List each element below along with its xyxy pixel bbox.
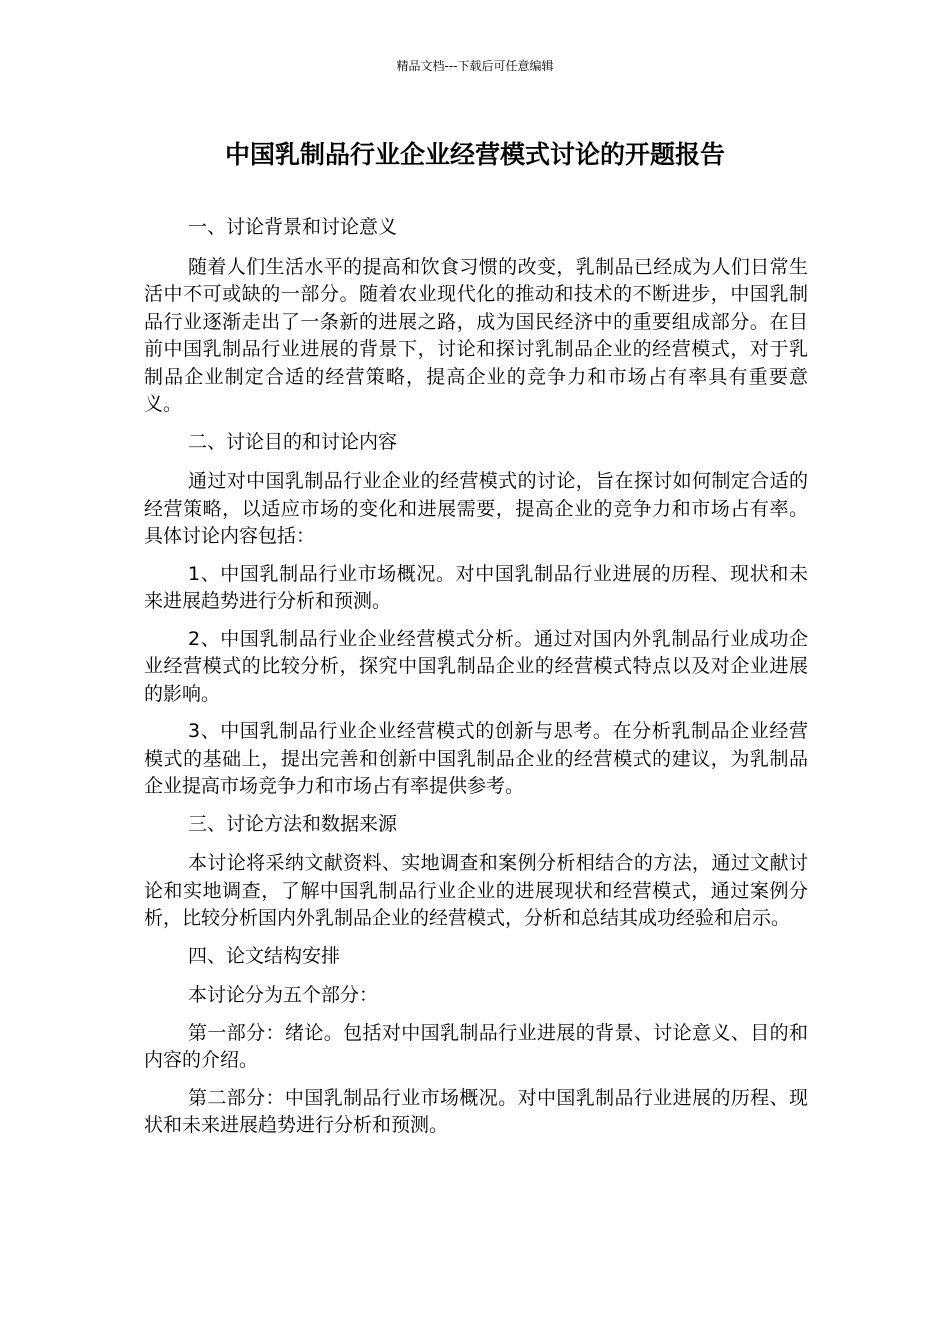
section-heading-methods: 三、讨论方法和数据来源 [188,812,398,835]
list-item-market-overview: 1、中国乳制品行业市场概况。对中国乳制品行业进展的历程、现状和未来进展趋势进行分析和预测。 [144,562,808,612]
paragraph-structure-intro: 本讨论分为五个部分： [188,984,379,1006]
paragraph-methods: 本讨论将采纳文献资料、实地调查和案例分析相结合的方法，通过文献讨论和实地调查，了解中国乳制品行业企业的进展现状和经营模式，通过案例分析，比较分析国内外乳制品企业的经营模式，分析和总结其成功经验和启示。 [144,852,808,929]
paragraph-purpose: 通过对中国乳制品行业企业的经营模式的讨论，旨在探讨如何制定合适的经营策略，以适应市场的变化和进展需要，提高企业的竞争力和市场占有率。具体讨论内容包括： [144,470,808,547]
header-note: 精品文档---下载后可任意编辑 [396,59,554,73]
list-item-model-analysis: 2、中国乳制品行业企业经营模式分析。通过对国内外乳制品行业成功企业经营模式的比较分析，探究中国乳制品企业的经营模式特点以及对企业进展的影响。 [144,627,808,705]
section-heading-background: 一、讨论背景和讨论意义 [188,216,398,238]
paragraph-background: 随着人们生活水平的提高和饮食习惯的改变，乳制品已经成为人们日常生活中不可或缺的一部分。随着农业现代化的推动和技术的不断进步，中国乳制品行业逐渐走出了一条新的进展之路，成为国民经济中的重要组成部分。在目前中国乳制品行业进展的背景下，讨论和探讨乳制品企业的经营模式，对于乳制品企业制定合适的经营策略，提高企业的竞争力和市场占有率具有重要意义。 [144,255,808,415]
section-heading-structure: 四、论文结构安排 [188,944,341,967]
section-heading-purpose: 二、讨论目的和讨论内容 [188,430,398,453]
list-item-innovation: 3、中国乳制品行业企业经营模式的创新与思考。在分析乳制品企业经营模式的基础上，提出完善和创新中国乳制品企业的经营模式的建议，为乳制品企业提高市场竞争力和市场占有率提供参考。 [144,720,808,797]
document-title: 中国乳制品行业企业经营模式讨论的开题报告 [224,140,725,169]
paragraph-part-two: 第二部分：中国乳制品行业市场概况。对中国乳制品行业进展的历程、现状和未来进展趋势进行分析和预测。 [144,1086,808,1136]
document-body [144,214,808,1150]
paragraph-part-one: 第一部分：绪论。包括对中国乳制品行业进展的背景、讨论意义、目的和内容的介绍。 [144,1021,808,1071]
